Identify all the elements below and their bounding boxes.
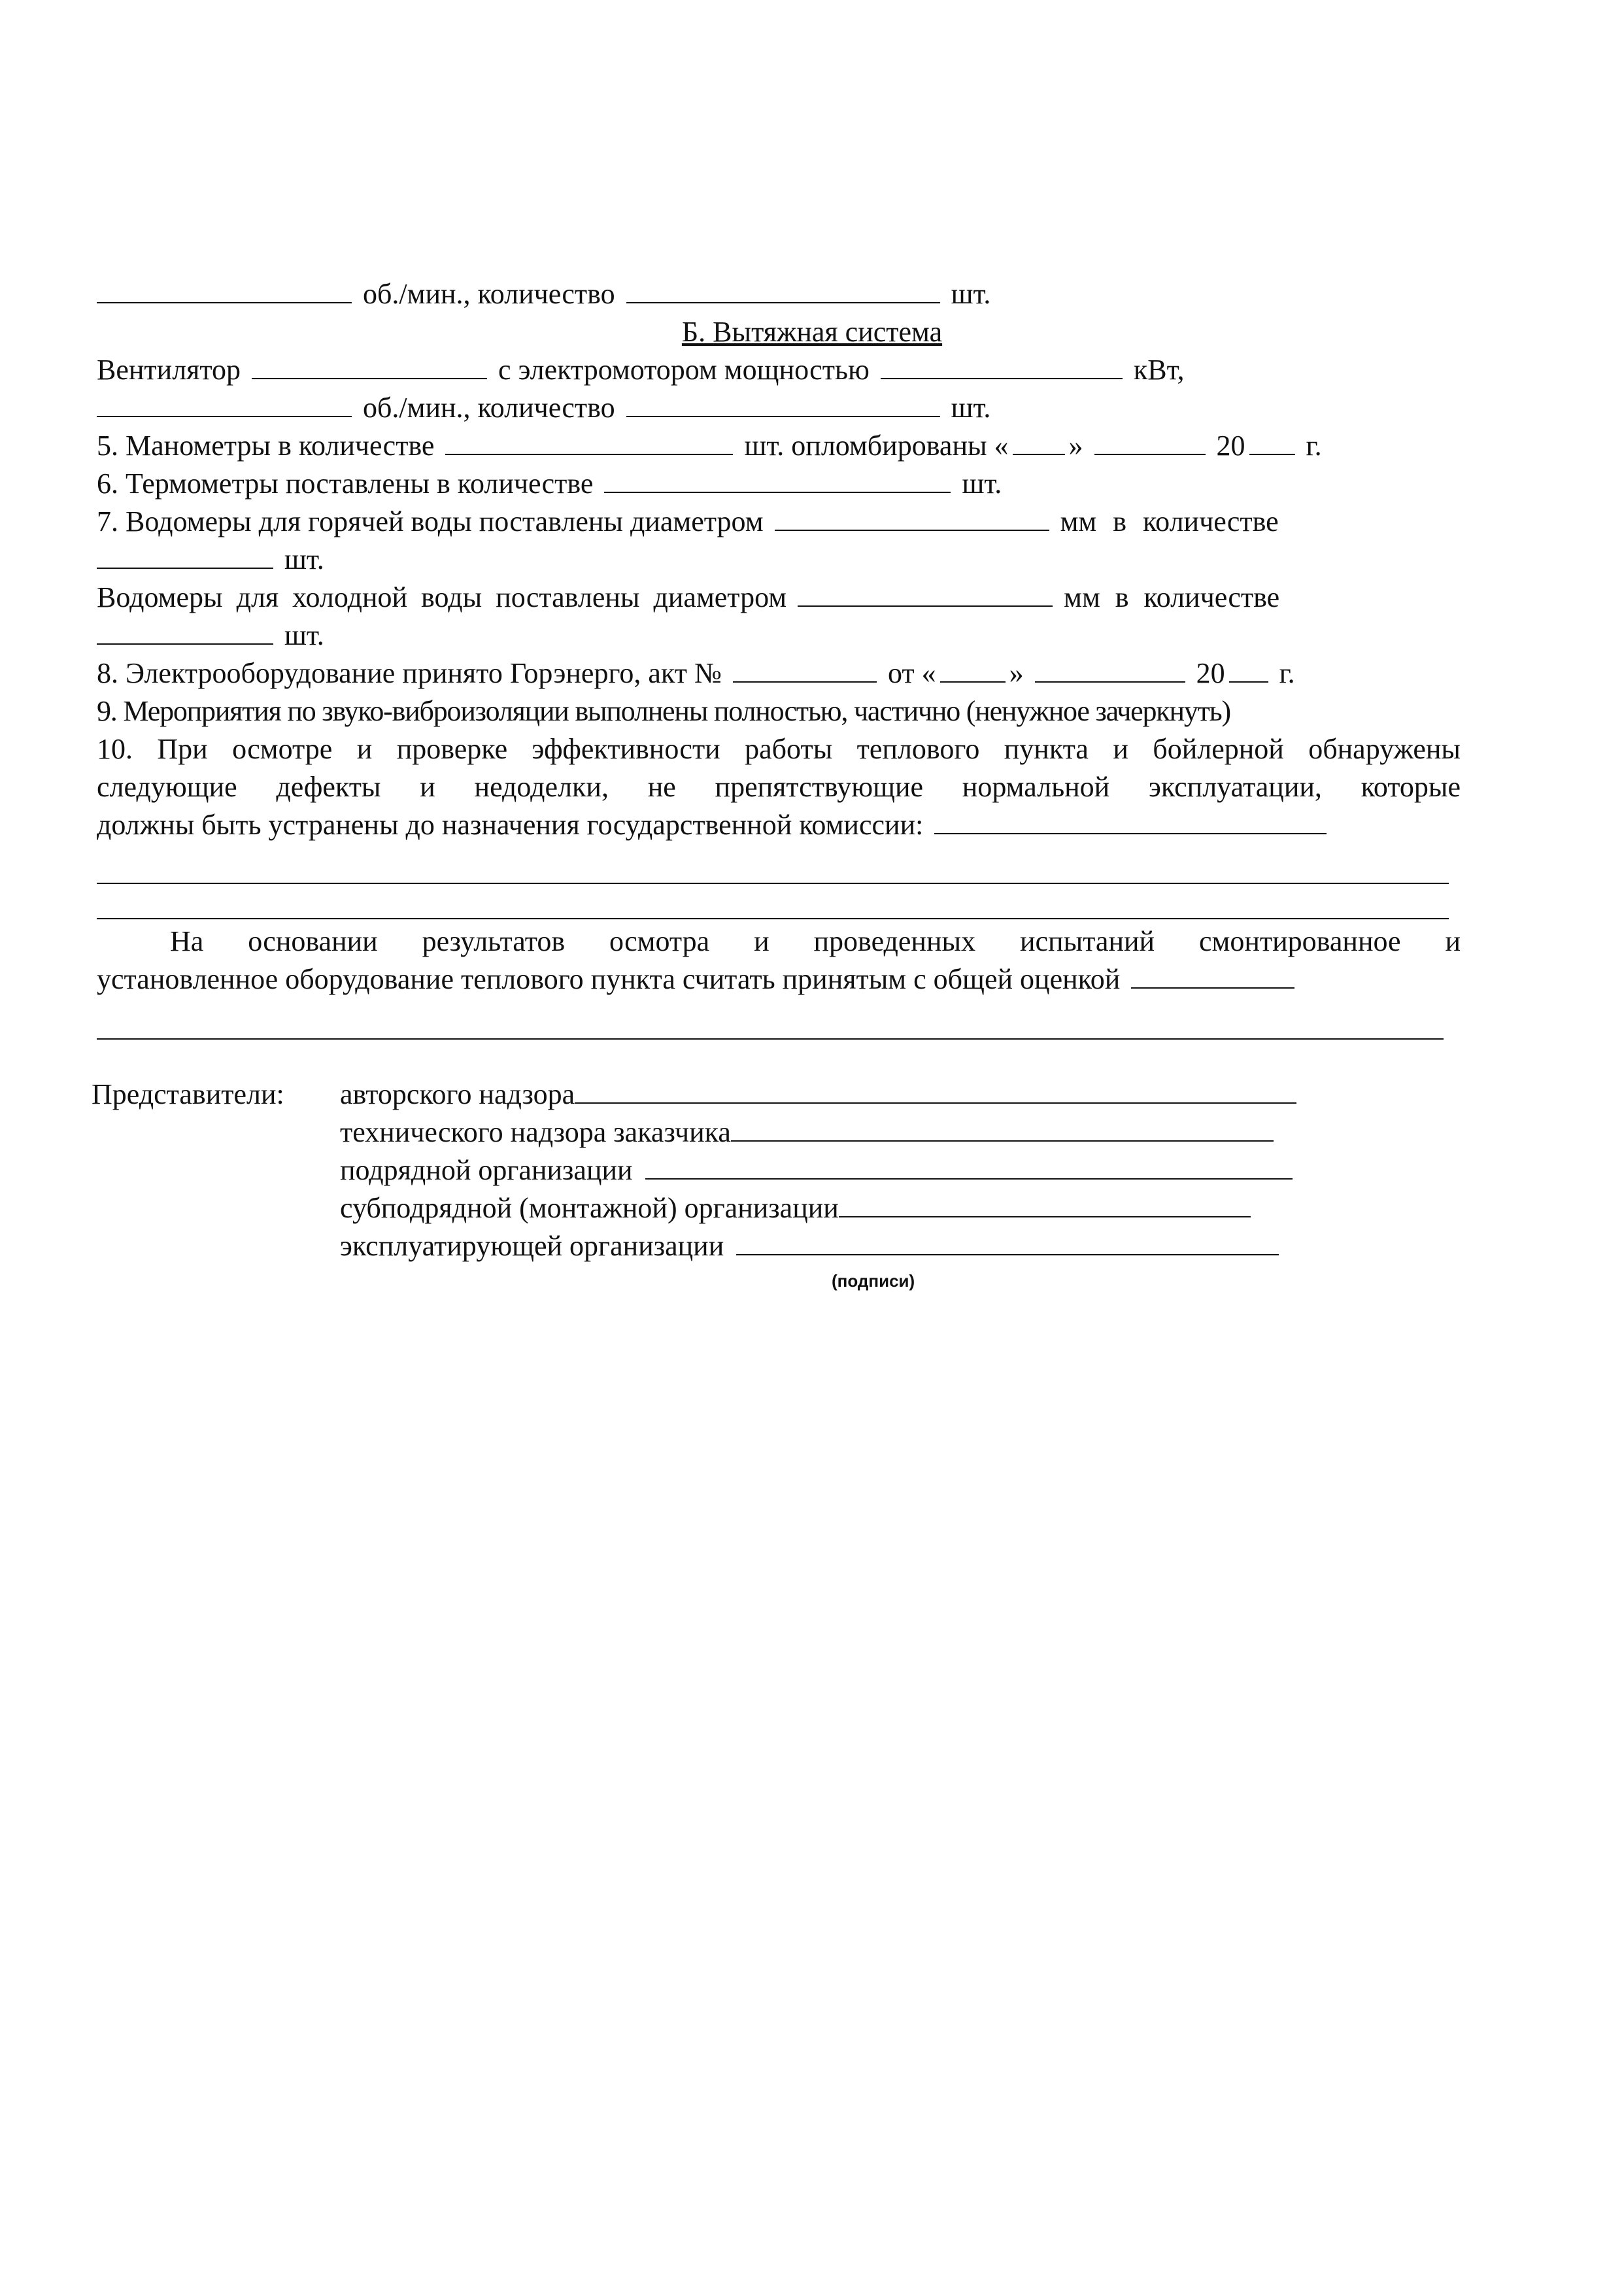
thermometers-qty-blank[interactable] [604,491,951,493]
year-blank[interactable] [1249,453,1295,455]
defects-blank[interactable] [934,832,1327,834]
power-blank[interactable] [881,377,1123,379]
item-7-line [97,503,1461,540]
item-10-line-1: 10. При осмотре и проверке эффективности работы теплового пункта и бойлерной обнаружены [97,733,1461,765]
quantity-blank[interactable] [626,415,940,417]
cold-qty-blank[interactable] [97,643,273,645]
cold-water-meter-label: Водомеры для холодной воды поставлены диаметром [97,581,787,613]
item-10-line-2: следующие дефекты и недоделки, не препятствующие нормальной эксплуатации, которые [97,771,1461,803]
signature-blank[interactable] [645,1178,1293,1180]
rep-author-supervision: авторского надзора [340,1076,1300,1113]
signature-blank[interactable] [736,1253,1279,1255]
fan-type-blank[interactable] [252,377,487,379]
manometers-qty-blank[interactable] [445,453,733,455]
fan-b-line [97,352,1461,388]
item-9-line [97,693,1461,730]
month-blank[interactable] [1035,681,1185,683]
rpm-label: об./мин., количество [363,392,615,424]
item-7b-line [97,579,1461,616]
year-prefix: 20 [1196,657,1225,689]
pcs-label: шт. [951,392,991,424]
soundproofing-text: 9. Мероприятия по звуко-виброизоляции выполнены полностью, частично (ненужное зачеркнуть) [97,695,1230,727]
kw-label: кВт, [1133,354,1185,386]
grade-rule[interactable] [97,1038,1444,1040]
conclusion-line-1: На основании результатов осмотра и проведенных испытаний смонтированное и [170,925,1461,957]
representatives-label: Представители: [92,1078,284,1110]
signature-blank[interactable] [839,1216,1251,1217]
pcs-label: шт. [962,468,1002,500]
item-5-line [97,428,1461,464]
quantity-blank[interactable] [626,301,940,303]
item-7b-pcs-line [97,617,1461,654]
fan-a-rpm-line [97,276,1461,313]
pcs-label: шт. [284,543,324,575]
mm-qty-label: мм в количестве [1060,505,1279,537]
fan-b-rpm-line [97,390,1461,426]
cold-diameter-blank[interactable] [798,605,1053,607]
hot-water-meter-label: 7. Водомеры для горячей воды поставлены диаметром [97,505,764,537]
signature-blank[interactable] [575,1102,1296,1104]
hot-qty-blank[interactable] [97,567,273,569]
section-b-heading: Б. Вытяжная система [681,316,943,348]
rep-customer-supervision: технического надзора заказчика [340,1114,1277,1151]
act-number-blank[interactable] [733,681,877,683]
rep-operating-org: эксплуатирующей организации [340,1228,1283,1265]
thermometers-label: 6. Термометры поставлены в количестве [97,468,594,500]
close-quote: » [1068,430,1083,462]
fan-label: Вентилятор [97,354,241,386]
defects-rule-1[interactable] [97,883,1449,884]
year-suffix: г. [1279,657,1295,689]
hot-diameter-blank[interactable] [775,529,1049,531]
rpm-label: об./мин., количество [363,278,615,310]
close-quote: » [1009,657,1024,689]
from-label: от « [887,657,936,689]
rpm-blank[interactable] [97,301,352,303]
signature-blank[interactable] [731,1140,1274,1142]
day-blank[interactable] [1013,453,1065,455]
month-blank[interactable] [1094,453,1206,455]
year-blank[interactable] [1229,681,1268,683]
item-8-line [97,655,1461,692]
motor-label: с электромотором мощностью [498,354,870,386]
item-10-line-3: должны быть устранены до назначения государственной комиссии: [97,807,1461,843]
defects-rule-2[interactable] [97,918,1449,919]
pcs-label: шт. [284,619,324,651]
conclusion-line-2: установленное оборудование теплового пункта считать принятым с общей оценкой [97,961,1461,998]
signatures-caption: (подписи) [832,1271,915,1291]
year-prefix: 20 [1216,430,1245,462]
year-suffix: г. [1306,430,1322,462]
rpm-blank[interactable] [97,415,352,417]
rep-contractor: подрядной организации [340,1152,1296,1189]
grade-blank[interactable] [1131,987,1294,989]
electrical-label: 8. Электрооборудование принято Горэнерго, акт № [97,657,722,689]
manometers-label: 5. Манометры в количестве [97,430,435,462]
item-6-line [97,466,1461,502]
day-blank[interactable] [940,681,1006,683]
mm-qty-label: мм в количестве [1064,581,1280,613]
pcs-label: шт. [951,278,991,310]
sealed-label: шт. опломбированы « [744,430,1009,462]
rep-subcontractor: субподрядной (монтажной) организации [340,1190,1255,1227]
item-7-pcs-line [97,541,1461,578]
